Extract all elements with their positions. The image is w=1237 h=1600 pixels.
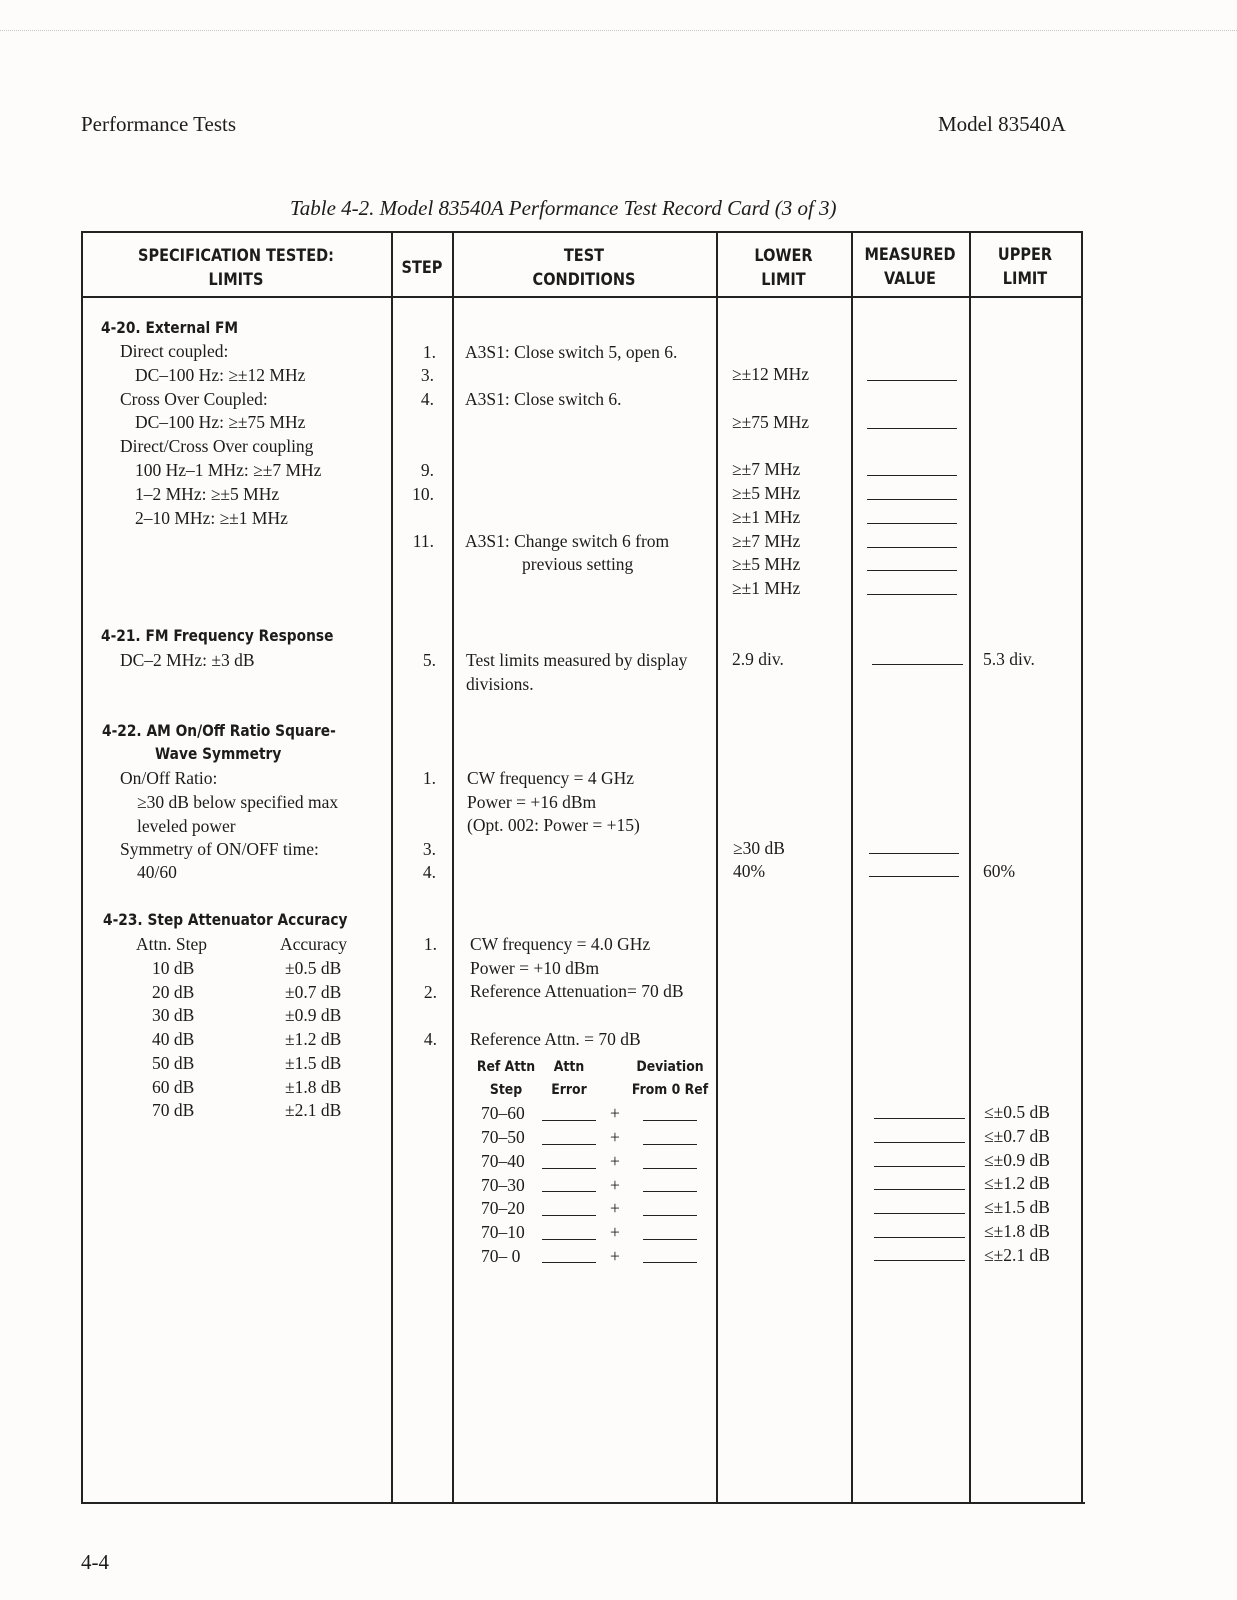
col-header-upper-line1: UPPER: [997, 245, 1053, 264]
ref-attn-step: 70–10: [481, 1222, 525, 1242]
upper-limit: ≤±2.1 dB: [984, 1245, 1050, 1265]
step-number: 11.: [412, 531, 434, 551]
measured-value-blank[interactable]: [867, 380, 957, 381]
deviation-blank[interactable]: [643, 1239, 697, 1240]
deviation-blank[interactable]: [643, 1262, 697, 1263]
condition-text: Test limits measured by display: [466, 650, 688, 670]
section-4-23-title: 4-23. Step Attenuator Accuracy: [103, 910, 348, 929]
spec-text: ≥30 dB below specified max: [137, 792, 339, 812]
step-number: 4.: [423, 1029, 437, 1049]
spec-text: Cross Over Coupled:: [120, 389, 268, 409]
measured-value-blank[interactable]: [874, 1213, 965, 1214]
upper-limit: ≤±0.7 dB: [984, 1126, 1050, 1146]
table-bottom-border: [83, 1502, 1085, 1504]
upper-limit: ≤±1.5 dB: [984, 1197, 1050, 1217]
spec-text: 2–10 MHz: ≥±1 MHz: [135, 508, 288, 528]
attn-step-col-head: Attn. Step: [136, 934, 207, 954]
step-number: 10.: [412, 484, 434, 504]
running-header-right: Model 83540A: [938, 112, 1066, 136]
col-rule-6: [1081, 231, 1083, 1504]
accuracy-value: ±1.2 dB: [285, 1029, 342, 1049]
col-header-measured: [860, 243, 960, 291]
accuracy-value: ±0.9 dB: [285, 1005, 342, 1025]
plus-sign: +: [610, 1103, 620, 1123]
plus-sign: +: [610, 1151, 620, 1171]
ref-attn-step: 70–60: [481, 1103, 525, 1123]
plus-sign: +: [610, 1246, 620, 1266]
lower-limit: ≥±7 MHz: [732, 531, 801, 551]
table-top-border: [81, 231, 1082, 233]
deviation-blank[interactable]: [643, 1120, 697, 1121]
step-number: 3.: [420, 365, 434, 385]
spec-text: leveled power: [137, 816, 236, 836]
condition-text: CW frequency = 4.0 GHz: [470, 934, 651, 954]
ref-attn-step-head: [472, 1056, 541, 1102]
attn-error-head-line1: Attn: [553, 1059, 585, 1075]
measured-value-blank[interactable]: [874, 1260, 965, 1261]
measured-value-blank[interactable]: [867, 594, 957, 595]
col-rule-1: [391, 231, 393, 1504]
step-number: 1.: [422, 342, 436, 362]
ref-attn-step: 70– 0: [481, 1246, 521, 1266]
lower-limit: ≥±12 MHz: [732, 364, 810, 384]
deviation-head-line2: From 0 Ref: [631, 1082, 709, 1098]
accuracy-value: ±0.7 dB: [285, 982, 342, 1002]
col-header-lower-line2: LIMIT: [761, 270, 806, 289]
attn-error-blank[interactable]: [542, 1191, 596, 1192]
lower-limit: ≥±75 MHz: [732, 412, 810, 432]
attn-step-value: 50 dB: [152, 1053, 195, 1073]
ref-attn-step-head-line2: Step: [489, 1082, 523, 1098]
col-header-conditions-line2: CONDITIONS: [532, 270, 636, 289]
attn-error-blank[interactable]: [542, 1168, 596, 1169]
spec-text: Direct/Cross Over coupling: [120, 436, 314, 456]
measured-value-blank[interactable]: [874, 1237, 965, 1238]
ref-attn-step: 70–50: [481, 1127, 525, 1147]
measured-value-blank[interactable]: [869, 853, 959, 854]
lower-limit: ≥±7 MHz: [732, 459, 801, 479]
measured-value-blank[interactable]: [874, 1118, 965, 1119]
col-header-upper: [977, 243, 1072, 291]
upper-limit: ≤±1.2 dB: [984, 1173, 1050, 1193]
lower-limit: ≥±5 MHz: [732, 483, 801, 503]
condition-text: Power = +16 dBm: [467, 792, 597, 812]
deviation-head: [627, 1056, 713, 1102]
condition-text: A3S1: Change switch 6 from: [465, 531, 670, 551]
spec-text: On/Off Ratio:: [120, 768, 218, 788]
measured-value-blank[interactable]: [867, 523, 957, 524]
attn-step-value: 20 dB: [152, 982, 195, 1002]
measured-value-blank[interactable]: [869, 876, 959, 877]
attn-error-blank[interactable]: [542, 1239, 596, 1240]
col-header-conditions: [470, 244, 699, 292]
attn-step-value: 40 dB: [152, 1029, 195, 1049]
col-rule-5: [969, 231, 971, 1504]
lower-limit: 40%: [733, 861, 766, 881]
spec-text: 1–2 MHz: ≥±5 MHz: [135, 484, 280, 504]
col-rule-3: [716, 231, 718, 1504]
measured-value-blank[interactable]: [872, 664, 963, 665]
step-number: 5.: [422, 650, 436, 670]
lower-limit: ≥±1 MHz: [732, 507, 801, 527]
spec-text: 40/60: [137, 862, 177, 882]
plus-sign: +: [610, 1222, 620, 1242]
step-number: 4.: [420, 389, 434, 409]
accuracy-col-head: Accuracy: [280, 934, 348, 954]
section-4-21-title: 4-21. FM Frequency Response: [101, 626, 334, 645]
ref-attn-step: 70–30: [481, 1175, 525, 1195]
condition-text: A3S1: Close switch 5, open 6.: [465, 342, 678, 362]
measured-value-blank[interactable]: [867, 428, 957, 429]
condition-text: Reference Attn. = 70 dB: [470, 1029, 641, 1049]
col-header-upper-line2: LIMIT: [1002, 269, 1048, 288]
spec-text: Symmetry of ON/OFF time:: [120, 839, 319, 859]
deviation-blank[interactable]: [643, 1144, 697, 1145]
running-header-left: Performance Tests: [81, 112, 237, 136]
upper-limit: 5.3 div.: [983, 649, 1035, 669]
accuracy-value: ±0.5 dB: [285, 958, 342, 978]
attn-step-value: 60 dB: [152, 1077, 195, 1097]
condition-text: Reference Attenuation= 70 dB: [470, 981, 684, 1001]
measured-value-blank[interactable]: [867, 547, 957, 548]
plus-sign: +: [610, 1198, 620, 1218]
spec-text: DC–100 Hz: ≥±75 MHz: [135, 412, 306, 432]
col-header-lower: [726, 244, 841, 292]
upper-limit: ≤±1.8 dB: [984, 1221, 1050, 1241]
condition-text: CW frequency = 4 GHz: [467, 768, 634, 788]
upper-limit: 60%: [983, 861, 1016, 881]
condition-text: previous setting: [522, 554, 634, 574]
deviation-blank[interactable]: [643, 1191, 697, 1192]
attn-error-blank[interactable]: [542, 1215, 596, 1216]
attn-error-head: [541, 1056, 598, 1102]
plus-sign: +: [610, 1127, 620, 1147]
deviation-blank[interactable]: [643, 1215, 697, 1216]
measured-value-blank[interactable]: [874, 1166, 965, 1167]
col-rule-2: [452, 231, 454, 1504]
attn-error-blank[interactable]: [542, 1262, 596, 1263]
measured-value-blank[interactable]: [874, 1142, 965, 1143]
spec-text: Direct coupled:: [120, 341, 229, 361]
ref-attn-step: 70–40: [481, 1151, 525, 1171]
step-number: 3.: [422, 839, 436, 859]
attn-error-blank[interactable]: [542, 1144, 596, 1145]
col-header-spec: [101, 244, 370, 292]
spec-text: DC–100 Hz: ≥±12 MHz: [135, 365, 306, 385]
section-4-20-title: 4-20. External FM: [101, 318, 239, 337]
condition-text: (Opt. 002: Power = +15): [467, 815, 640, 835]
lower-limit: 2.9 div.: [732, 649, 784, 669]
lower-limit: ≥30 dB: [733, 838, 785, 858]
lower-limit: ≥±5 MHz: [732, 554, 801, 574]
col-rule-4: [851, 231, 853, 1504]
lower-limit: ≥±1 MHz: [732, 578, 801, 598]
accuracy-value: ±2.1 dB: [285, 1100, 342, 1120]
scan-edge-dots: [0, 30, 1237, 31]
measured-value-blank[interactable]: [867, 475, 957, 476]
section-4-22-title-cont: Wave Symmetry: [155, 744, 282, 763]
step-number: 2.: [423, 982, 437, 1002]
upper-limit: ≤±0.9 dB: [984, 1150, 1050, 1170]
section-4-22-title: 4-22. AM On/Off Ratio Square-: [102, 721, 336, 740]
page-number: 4-4: [81, 1550, 109, 1574]
attn-error-head-line2: Error: [551, 1082, 587, 1098]
header-bottom-rule: [81, 296, 1082, 298]
measured-value-blank[interactable]: [867, 570, 957, 571]
table-caption: Table 4-2. Model 83540A Performance Test Record Card (3 of 3): [290, 196, 837, 220]
measured-value-blank[interactable]: [867, 499, 957, 500]
attn-error-blank[interactable]: [542, 1120, 596, 1121]
spec-text: DC–2 MHz: ±3 dB: [120, 650, 255, 670]
col-header-step: STEP: [401, 258, 443, 277]
plus-sign: +: [610, 1175, 620, 1195]
deviation-head-line1: Deviation: [636, 1059, 704, 1075]
upper-limit: ≤±0.5 dB: [984, 1102, 1050, 1122]
col-header-spec-line2: LIMITS: [208, 270, 264, 289]
ref-attn-step-head-line1: Ref Attn: [476, 1059, 536, 1075]
condition-text: Power = +10 dBm: [470, 958, 600, 978]
accuracy-value: ±1.5 dB: [285, 1053, 342, 1073]
attn-step-value: 70 dB: [152, 1100, 195, 1120]
condition-text: divisions.: [466, 674, 534, 694]
deviation-blank[interactable]: [643, 1168, 697, 1169]
col-rule-0: [81, 231, 83, 1504]
step-number: 9.: [420, 460, 434, 480]
measured-value-blank[interactable]: [874, 1189, 965, 1190]
accuracy-value: ±1.8 dB: [285, 1077, 342, 1097]
step-number: 4.: [422, 862, 436, 882]
condition-text: A3S1: Close switch 6.: [465, 389, 622, 409]
col-header-measured-line2: VALUE: [884, 269, 936, 288]
spec-text: 100 Hz–1 MHz: ≥±7 MHz: [135, 460, 322, 480]
ref-attn-step: 70–20: [481, 1198, 525, 1218]
col-header-spec-line1: SPECIFICATION TESTED:: [138, 246, 334, 265]
attn-step-value: 10 dB: [152, 958, 195, 978]
attn-step-value: 30 dB: [152, 1005, 195, 1025]
step-number: 1.: [422, 768, 436, 788]
step-number: 1.: [423, 934, 437, 954]
col-header-measured-line1: MEASURED: [864, 245, 956, 264]
col-header-lower-line1: LOWER: [754, 246, 813, 265]
col-header-conditions-line1: TEST: [563, 246, 605, 265]
